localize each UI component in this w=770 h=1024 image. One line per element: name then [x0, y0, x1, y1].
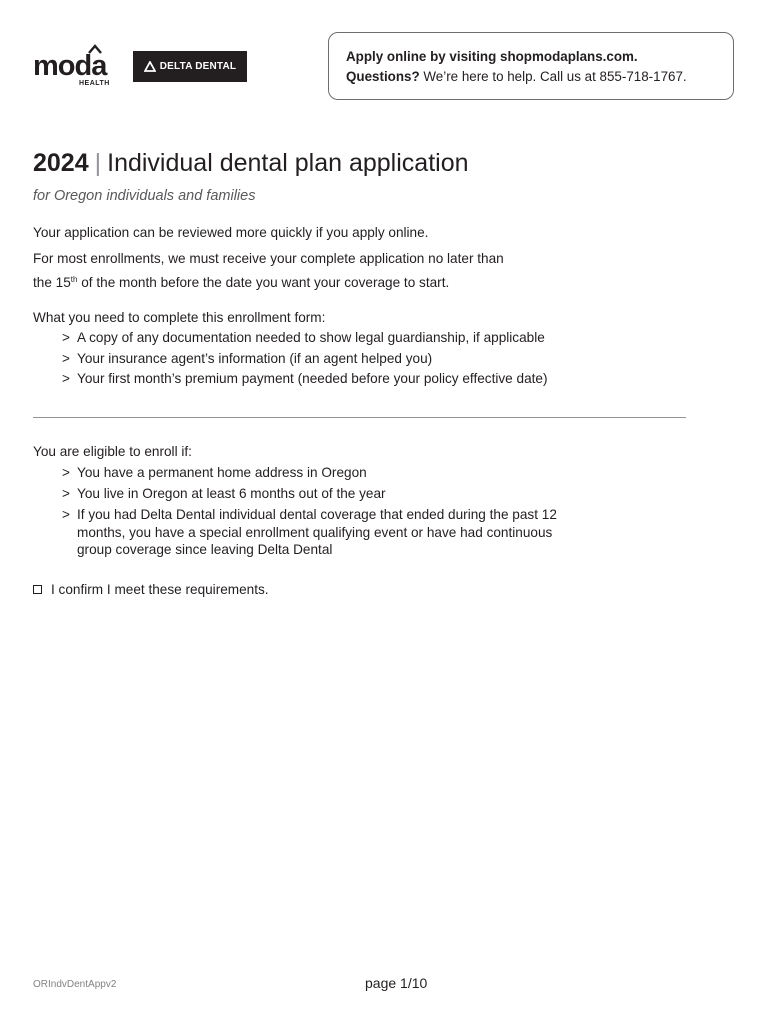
questions-label: Questions?: [346, 69, 420, 84]
eligibility-heading: You are eligible to enroll if:: [33, 444, 192, 459]
title-separator: |: [94, 149, 102, 177]
confirm-requirements-label: I confirm I meet these requirements.: [51, 582, 269, 597]
moda-logo-sub: HEALTH: [79, 80, 110, 87]
confirm-requirements-checkbox[interactable]: [33, 585, 42, 594]
list-item: > A copy of any documentation needed to show legal guardianship, if applicable: [62, 328, 548, 349]
apply-online-callout: [328, 32, 734, 100]
title-text: Individual dental plan application: [107, 149, 469, 177]
list-item: > You live in Oregon at least 6 months out of the year: [62, 484, 557, 505]
list-item: > You have a permanent home address in Oregon: [62, 463, 557, 484]
bullet-chevron-icon: >: [62, 330, 70, 345]
section-divider: [33, 417, 686, 418]
delta-logo-text: DELTA DENTAL: [159, 61, 237, 72]
form-code: ORIndvDentAppv2: [33, 979, 117, 990]
bullet-chevron-icon: >: [62, 465, 70, 480]
list-item: > Your first month’s premium payment (needed before your policy effective date): [62, 369, 548, 390]
intro-paragraph-1: Your application can be reviewed more quickly if you apply online.: [33, 225, 429, 240]
questions-text: We’re here to help. Call us at 855-718-1767.: [419, 69, 687, 84]
list-item: > Your insurance agent’s information (if an agent helped you): [62, 349, 548, 370]
list-item: > If you had Delta Dental individual dental coverage that ended during the past 12 months, you have a special enrollment qualifying event or have had continuous group coverage since leaving Delta Dental: [62, 507, 557, 557]
bullet-chevron-icon: >: [62, 371, 70, 386]
callout-questions-line: [346, 67, 733, 87]
bullet-chevron-icon: >: [62, 485, 70, 501]
intro-paragraph-2: For most enrollments, we must receive your complete application no later than the 15th of the month before the date you want your coverage to start.: [33, 251, 504, 290]
page-subtitle: for Oregon individuals and families: [33, 188, 256, 204]
moda-logo-word: moda: [33, 50, 107, 82]
delta-dental-logo: [133, 51, 247, 82]
needs-heading: What you need to complete this enrollment form:: [33, 310, 326, 325]
title-year: 2024: [33, 149, 89, 177]
delta-triangle-icon: [144, 61, 156, 72]
page-number: page 1/10: [365, 975, 428, 991]
callout-apply-line: Apply online by visiting shopmodaplans.com.: [346, 49, 638, 64]
bullet-chevron-icon: >: [62, 350, 70, 366]
page-title: [33, 146, 469, 180]
needs-list: [62, 328, 548, 390]
moda-health-logo: [33, 44, 115, 90]
eligibility-list: [62, 463, 557, 559]
bullet-chevron-icon: >: [62, 507, 70, 522]
